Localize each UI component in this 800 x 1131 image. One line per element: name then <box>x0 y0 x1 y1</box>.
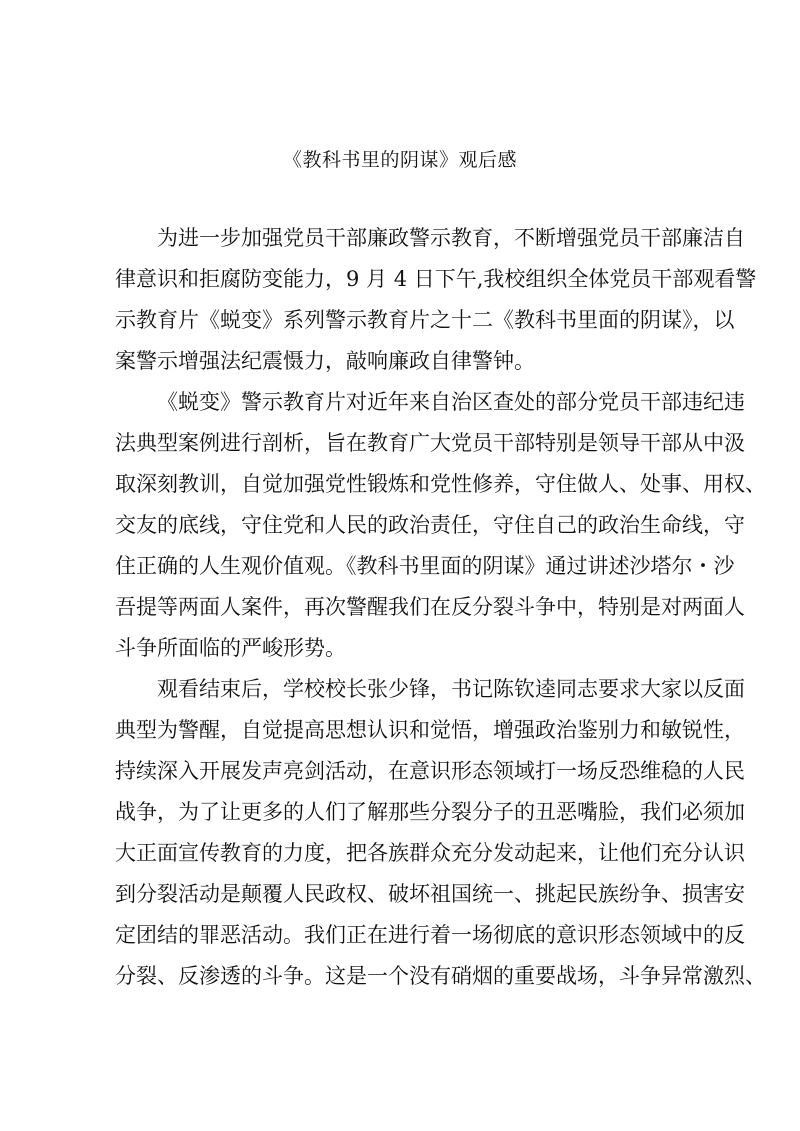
text-line: 示教育片《蜕变》系列警示教育片之十二《教科书里面的阴谋》，以 <box>115 308 735 332</box>
text-line: 战争，为了让更多的人们了解那些分裂分子的丑恶嘴脸，我们必须加 <box>115 800 745 824</box>
paragraph <box>115 382 766 669</box>
text-line: 到分裂活动是颠覆人民政权、破坏祖国统一、挑起民族纷争、损害安 <box>115 882 745 906</box>
text-line: 律意识和拒腐防变能力，9 月 4 日下午,我校组织全体党员干部观看警 <box>115 267 757 291</box>
document-title: 《教科书里的阴谋》观后感 <box>282 149 517 171</box>
text-line: 斗争所面临的严峻形势。 <box>115 636 346 660</box>
text-line: 大正面宣传教育的力度，把各族群众充分发动起来，让他们充分认识 <box>115 841 745 865</box>
text-line: 分裂、反渗透的斗争。这是一个没有硝烟的重要战场，斗争异常激烈、 <box>115 964 766 988</box>
text-line: 持续深入开展发声亮剑活动，在意识形态领域打一场反恐维稳的人民 <box>115 759 745 783</box>
document-body <box>115 218 766 997</box>
text-line: 取深刻教训，自觉加强党性锻炼和党性修养，守住做人、处事、用权、 <box>115 472 766 496</box>
text-line: 《蜕变》警示教育片对近年来自治区查处的部分党员干部违纪违 <box>157 390 745 414</box>
text-line: 交友的底线，守住党和人民的政治责任，守住自己的政治生命线，守 <box>115 513 745 537</box>
text-line: 典型为警醒，自觉提高思想认识和觉悟，增强政治鉴别力和敏锐性， <box>115 718 745 742</box>
text-line: 定团结的罪恶活动。我们正在进行着一场彻底的意识形态领域中的反 <box>115 923 745 947</box>
text-line: 吾提等两面人案件，再次警醒我们在反分裂斗争中，特别是对两面人 <box>115 595 745 619</box>
text-line: 案警示增强法纪震慑力，敲响廉政自律警钟。 <box>115 349 535 373</box>
text-line: 观看结束后，学校校长张少锋，书记陈钦逵同志要求大家以反面 <box>157 677 745 701</box>
text-line: 法典型案例进行剖析，旨在教育广大党员干部特别是领导干部从中汲 <box>115 431 745 455</box>
text-line: 为进一步加强党员干部廉政警示教育，不断增强党员干部廉洁自 <box>157 226 745 250</box>
paragraph <box>115 669 766 997</box>
text-line: 住正确的人生观价值观。《教科书里面的阴谋》通过讲述沙塔尔・沙 <box>115 554 735 578</box>
paragraph <box>115 218 757 382</box>
